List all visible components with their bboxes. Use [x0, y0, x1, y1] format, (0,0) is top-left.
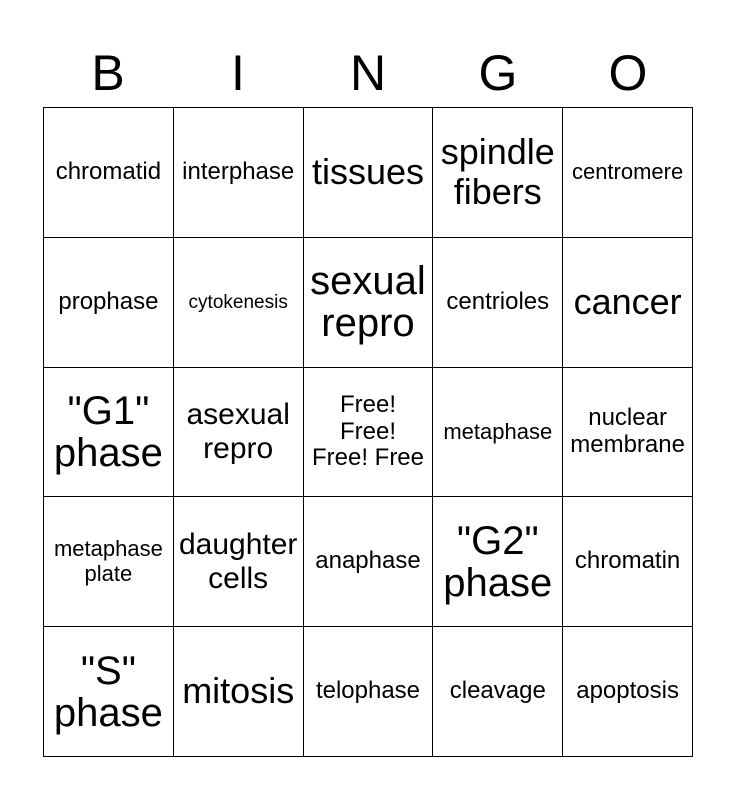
bingo-cell[interactable]	[304, 497, 434, 627]
header-letter-i: I	[231, 45, 245, 101]
cell-label: cytokenesis	[188, 291, 288, 313]
cell-label: sexual repro	[310, 259, 426, 346]
bingo-cell[interactable]	[44, 627, 174, 757]
header-letter-b: B	[91, 45, 125, 101]
cell-label: asexual repro	[186, 398, 290, 465]
cell-label: spindle fibers	[440, 131, 555, 213]
bingo-cell[interactable]	[563, 238, 693, 368]
cell-label: centrioles	[446, 287, 550, 315]
cell-label: "S" phase	[53, 648, 163, 735]
bingo-cell[interactable]	[44, 238, 174, 368]
bingo-cell[interactable]	[44, 108, 174, 238]
bingo-cell[interactable]	[433, 108, 563, 238]
cell-label: anaphase	[315, 547, 421, 575]
cell-label: cleavage	[449, 677, 546, 705]
bingo-cell[interactable]	[433, 368, 563, 498]
cell-label: mitosis	[182, 670, 295, 712]
free-space-cell[interactable]	[304, 368, 434, 498]
bingo-cell[interactable]	[174, 627, 304, 757]
cell-label: chromatin	[574, 547, 681, 575]
bingo-cell[interactable]	[433, 627, 563, 757]
bingo-cell[interactable]	[174, 497, 304, 627]
cell-label: apoptosis	[576, 677, 679, 705]
bingo-cell[interactable]	[174, 108, 304, 238]
bingo-cell[interactable]	[304, 627, 434, 757]
header-letter-g: G	[478, 45, 518, 101]
cell-label: daughter cells	[178, 528, 298, 595]
bingo-cell[interactable]	[433, 238, 563, 368]
bingo-cell[interactable]	[563, 627, 693, 757]
cell-label: centromere	[571, 159, 684, 185]
bingo-cell[interactable]	[433, 497, 563, 627]
bingo-cell[interactable]	[44, 368, 174, 498]
cell-label: telophase	[315, 677, 421, 705]
cell-label: Free! Free! Free! Free	[311, 390, 424, 472]
bingo-cell[interactable]	[563, 497, 693, 627]
cell-label: "G2" phase	[443, 518, 553, 605]
bingo-board	[43, 107, 693, 757]
header-letter-o: O	[608, 45, 648, 101]
bingo-cell[interactable]	[304, 108, 434, 238]
cell-label: nuclear membrane	[570, 404, 685, 458]
bingo-cell[interactable]	[174, 238, 304, 368]
bingo-cell[interactable]	[563, 108, 693, 238]
header-letter-n: N	[349, 45, 387, 101]
cell-label: cancer	[573, 281, 682, 323]
cell-label: "G1" phase	[53, 388, 163, 475]
cell-label: prophase	[58, 287, 159, 315]
cell-label: metaphase	[443, 418, 553, 444]
cell-label: interphase	[182, 157, 295, 185]
bingo-cell[interactable]	[304, 238, 434, 368]
bingo-header	[43, 40, 693, 106]
bingo-cell[interactable]	[563, 368, 693, 498]
cell-label: tissues	[311, 151, 425, 193]
bingo-cell[interactable]	[174, 368, 304, 498]
cell-label: metaphase plate	[53, 536, 163, 586]
bingo-cell[interactable]	[44, 497, 174, 627]
cell-label: chromatid	[55, 157, 162, 185]
